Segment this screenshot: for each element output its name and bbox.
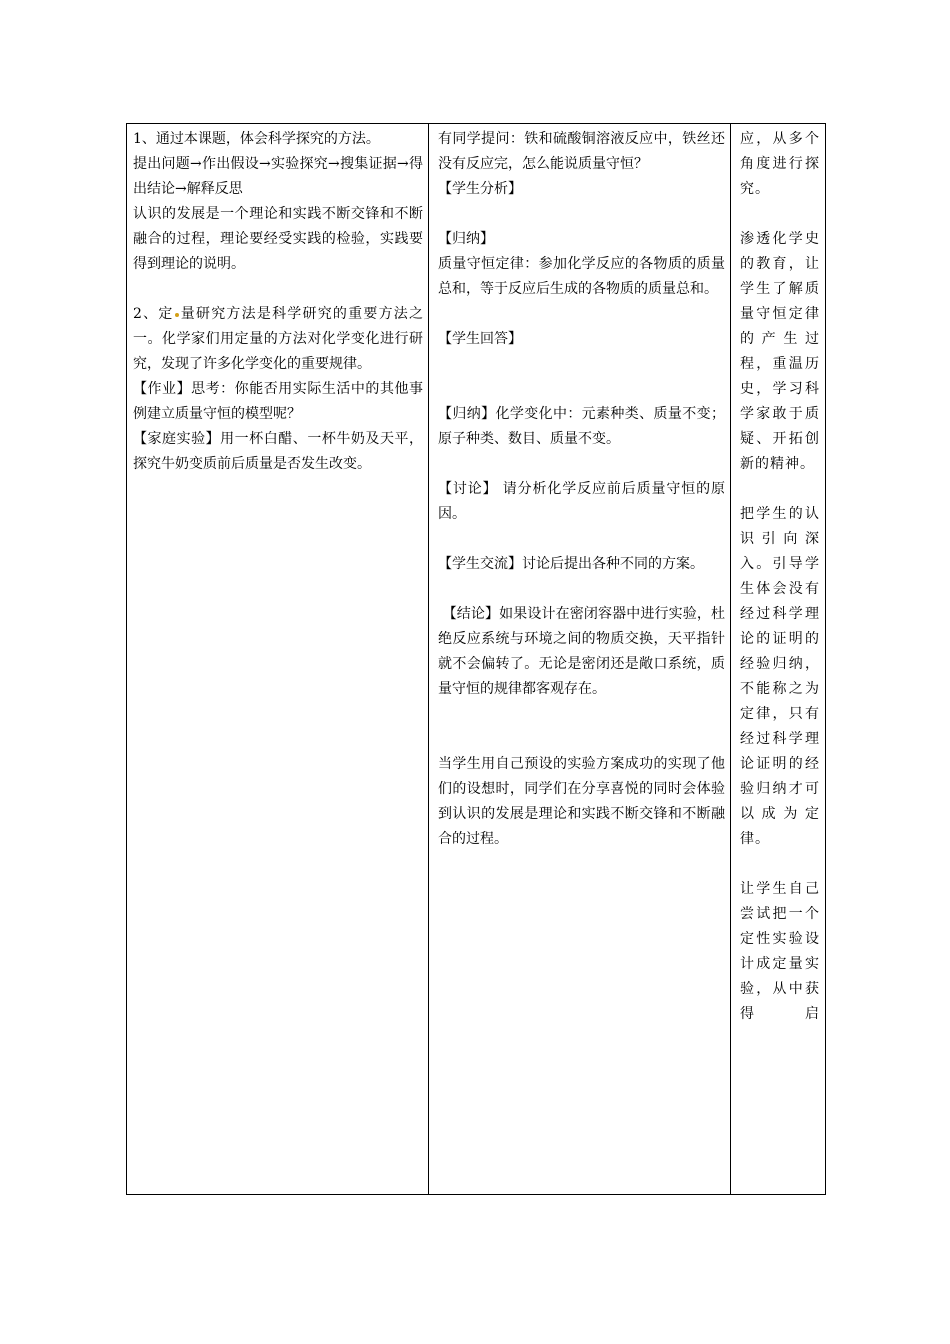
left-p4-a: 2、定: [133, 306, 174, 322]
spacer: [438, 302, 725, 327]
spacer: [438, 352, 725, 402]
middle-p10: 当学生用自己预设的实验方案成功的实现了他们的设想时，同学们在分享喜悦的同时会体验到认识的发展是理论和实践不断交锋和不断融合的过程。: [438, 756, 725, 847]
spacer: [438, 577, 725, 602]
spacer: [740, 202, 820, 227]
right-p2: 渗透化学史的教育，让学生了解质量守恒定律的产生过程，重温历史，学习科学家敢于质疑、开拓创新的精神。: [740, 231, 820, 472]
lesson-plan-table: [126, 123, 826, 1195]
right-column: [731, 124, 825, 1194]
spacer: [740, 477, 820, 502]
middle-p6: 【归纳】化学变化中：元素种类、质量不变；原子种类、数目、质量不变。: [438, 406, 725, 447]
left-p2: 提出问题→作出假设→实验探究→搜集证据→得出结论→解释反思: [133, 156, 423, 197]
middle-p8: 【学生交流】讨论后提出各种不同的方案。: [438, 556, 704, 572]
middle-p2: 【学生分析】: [438, 181, 522, 197]
spacer: [438, 702, 725, 752]
right-p4: 让学生自己尝试把一个定性实验设计成定量实验，从中获得启: [740, 881, 820, 1022]
spacer: [438, 452, 725, 477]
right-p3: 把学生的认识引向深入。引导学生体会没有经过科学理论的证明的经验归纳，不能称之为定律，只有经过科学理论证明的经验归纳才可以成为定律。: [740, 506, 820, 847]
marker-dot: [175, 313, 179, 317]
spacer: [438, 527, 725, 552]
left-column: [127, 124, 429, 1194]
left-p3: 认识的发展是一个理论和实践不断交锋和不断融合的过程，理论要经受实践的检验，实践要得到理论的说明。: [133, 206, 423, 272]
left-p6: 【家庭实验】用一杯白醋、一杯牛奶及天平，探究牛奶变质前后质量是否发生改变。: [133, 431, 423, 472]
left-p1: 1、通过本课题，体会科学探究的方法。: [133, 131, 380, 147]
middle-p7: 【讨论】 请分析化学反应前后质量守恒的原因。: [438, 481, 725, 522]
middle-column: [429, 124, 731, 1194]
middle-p1: 有同学提问：铁和硫酸铜溶液反应中，铁丝还没有反应完，怎么能说质量守恒？: [438, 131, 725, 172]
left-p4-b: 量研究方法是科学研究的重要方法之一。化学家们用定量的方法对化学变化进行研究，发现了许多化学变化的重要规律。: [133, 306, 423, 372]
middle-p4: 质量守恒定律：参加化学反应的各物质的质量总和，等于反应后生成的各物质的质量总和。: [438, 256, 725, 297]
spacer: [740, 852, 820, 877]
middle-p5: 【学生回答】: [438, 331, 522, 347]
right-p1: 应，从多个角度进行探究。: [740, 131, 820, 197]
middle-p9: 【结论】如果设计在密闭容器中进行实验，杜绝反应系统与环境之间的物质交换，天平指针就不会偏转了。无论是密闭还是敞口系统，质量守恒的规律都客观存在。: [438, 606, 725, 697]
left-p5: 【作业】思考：你能否用实际生活中的其他事例建立质量守恒的模型呢？: [133, 381, 423, 422]
left-p4: [133, 302, 423, 377]
middle-p3: 【归纳】: [438, 231, 494, 247]
spacer: [438, 202, 725, 227]
spacer: [133, 277, 423, 302]
